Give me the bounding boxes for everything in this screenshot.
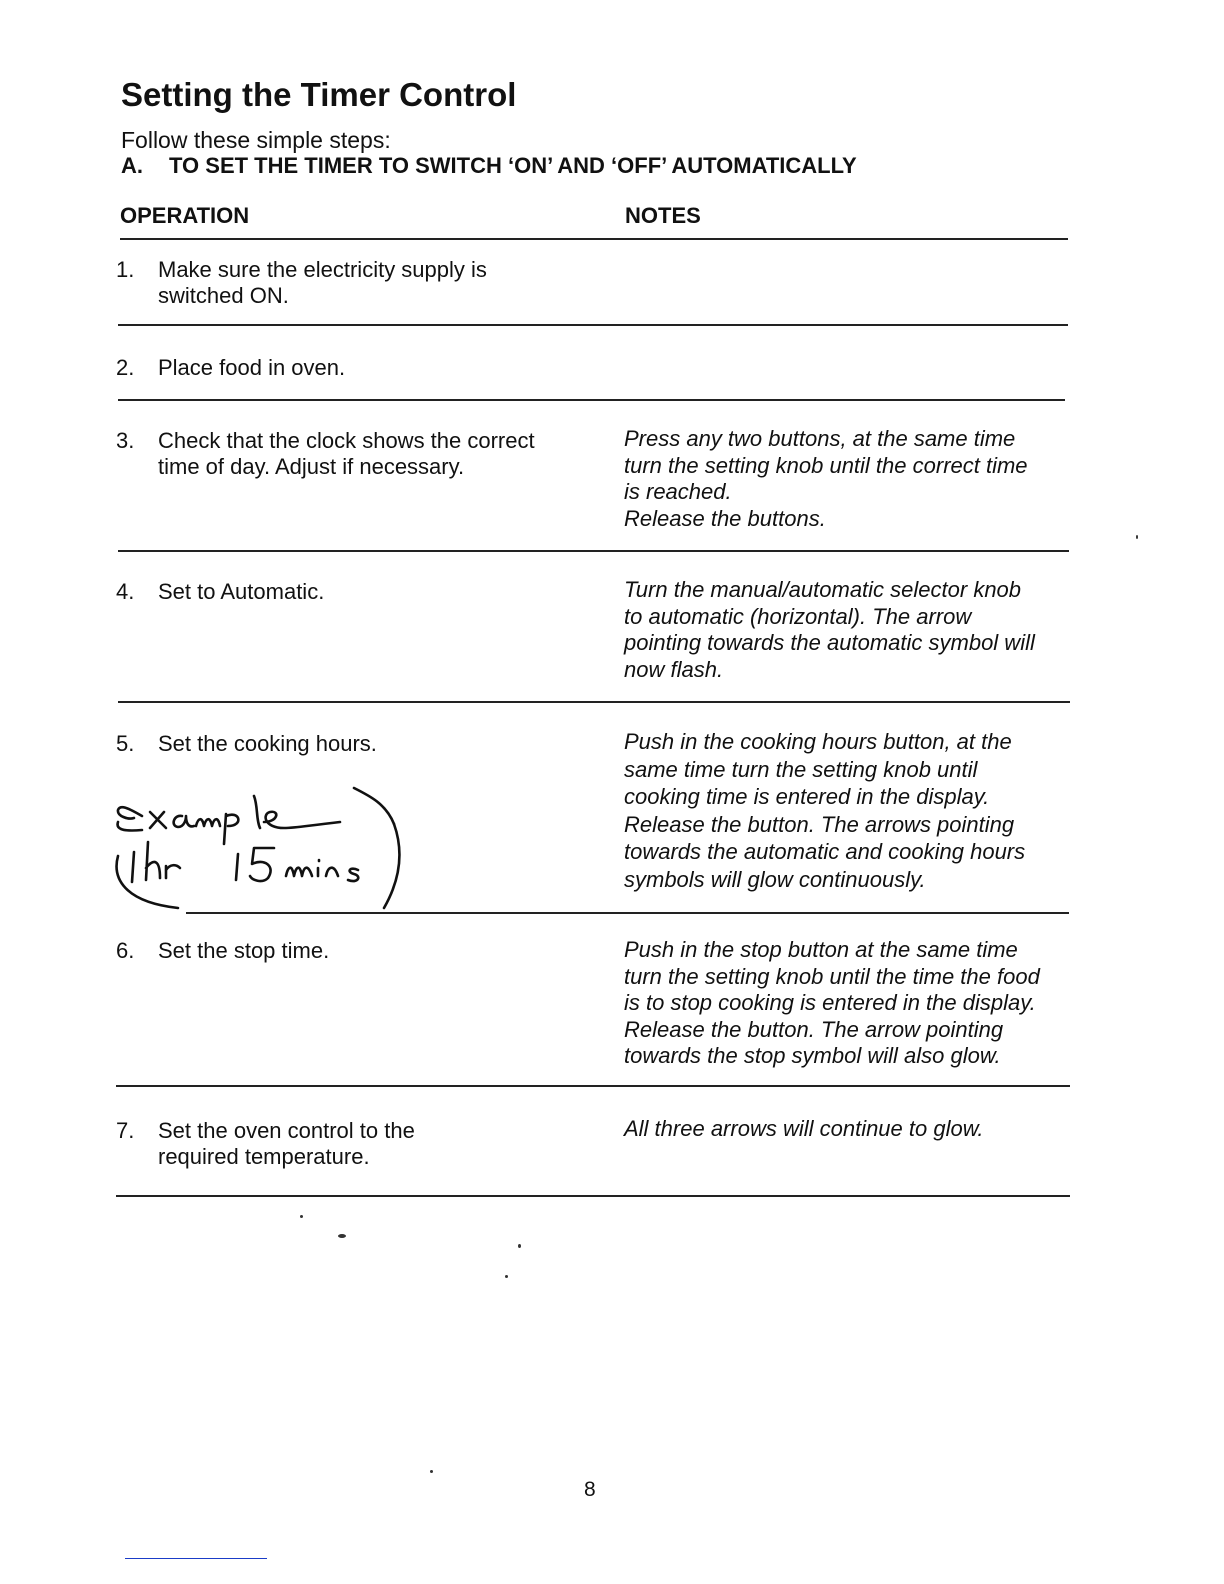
step-operation: [158, 731, 583, 757]
scan-speck: [430, 1470, 433, 1473]
step-number: 5.: [116, 731, 135, 756]
note-line: is reached.: [624, 479, 732, 504]
row-divider: [116, 1195, 1070, 1197]
step-operation: [158, 1118, 583, 1170]
note-line: turn the setting knob until the time the food: [624, 963, 1040, 989]
footer-line: [125, 1558, 267, 1559]
row-divider: [116, 1085, 1070, 1087]
step-note: [624, 426, 1070, 532]
step-number: 1.: [116, 257, 135, 282]
note-line: towards the automatic and cooking hours: [624, 839, 1026, 864]
operation-column-header: OPERATION: [120, 203, 250, 228]
note-line: Release the button. The arrow pointing: [624, 1016, 1004, 1042]
scan-speck: [338, 1234, 346, 1238]
scan-speck: [518, 1244, 521, 1248]
scan-speck: [300, 1215, 303, 1218]
header-divider: [120, 238, 1068, 240]
section-letter: A.: [121, 153, 143, 178]
note-line: turn the setting knob until the correct time: [624, 452, 1028, 478]
page-number: 8: [584, 1478, 596, 1501]
operation-line: required temperature.: [158, 1144, 370, 1169]
step-operation: [158, 579, 583, 605]
operation-line: time of day. Adjust if necessary.: [158, 454, 465, 479]
note-line: is to stop cooking is entered in the display.: [624, 990, 1036, 1015]
note-line: symbols will glow continuously.: [624, 866, 926, 892]
operation-line: Check that the clock shows the correct: [158, 428, 535, 453]
note-line: Release the buttons.: [624, 505, 826, 531]
scan-speck: [1136, 535, 1138, 539]
step-number: 6.: [116, 938, 135, 963]
note-line: Press any two buttons, at the same time: [624, 426, 1016, 451]
note-line: same time turn the setting knob until: [624, 756, 978, 782]
note-line: to automatic (horizontal). The arrow: [624, 603, 972, 629]
note-line: All three arrows will continue to glow.: [624, 1116, 984, 1141]
step-note: [624, 937, 1070, 1070]
step-number: 7.: [116, 1118, 135, 1143]
operation-line: Set to Automatic.: [158, 579, 325, 604]
row-divider: [118, 550, 1069, 552]
operation-line: switched ON.: [158, 283, 289, 308]
note-line: now flash.: [624, 656, 724, 682]
step-number: 4.: [116, 579, 135, 604]
operation-line: Make sure the electricity supply is: [158, 257, 487, 282]
operation-line: Set the cooking hours.: [158, 731, 377, 756]
row-divider: [118, 701, 1070, 703]
handwritten-annotation: [108, 782, 408, 914]
step-note: [624, 728, 1070, 893]
operation-line: Place food in oven.: [158, 355, 346, 380]
note-line: Turn the manual/automatic selector knob: [624, 577, 1022, 602]
note-line: Push in the stop button at the same time: [624, 937, 1018, 962]
note-line: cooking time is entered in the display.: [624, 784, 990, 809]
page-title: Setting the Timer Control: [121, 76, 517, 113]
section-heading: TO SET THE TIMER TO SWITCH ‘ON’ AND ‘OFF’ AUTOMATICALLY: [169, 153, 857, 178]
step-number: 2.: [116, 355, 135, 380]
note-line: Push in the cooking hours button, at the: [624, 729, 1012, 754]
notes-column-header: NOTES: [625, 203, 701, 228]
step-operation: [158, 428, 583, 480]
operation-line: Set the oven control to the: [158, 1118, 415, 1143]
scan-speck: [505, 1275, 508, 1278]
step-operation: [158, 257, 583, 309]
row-divider: [118, 399, 1065, 401]
step-number: 3.: [116, 428, 135, 453]
operation-line: Set the stop time.: [158, 938, 330, 963]
note-line: towards the stop symbol will also glow.: [624, 1043, 1001, 1068]
step-operation: [158, 938, 583, 964]
step-operation: [158, 355, 583, 381]
note-line: Release the button. The arrows pointing: [624, 811, 1015, 837]
note-line: pointing towards the automatic symbol will: [624, 630, 1035, 655]
intro-text: Follow these simple steps:: [121, 127, 391, 153]
row-divider: [118, 324, 1068, 326]
step-note: [624, 1116, 1070, 1143]
step-note: [624, 577, 1070, 683]
